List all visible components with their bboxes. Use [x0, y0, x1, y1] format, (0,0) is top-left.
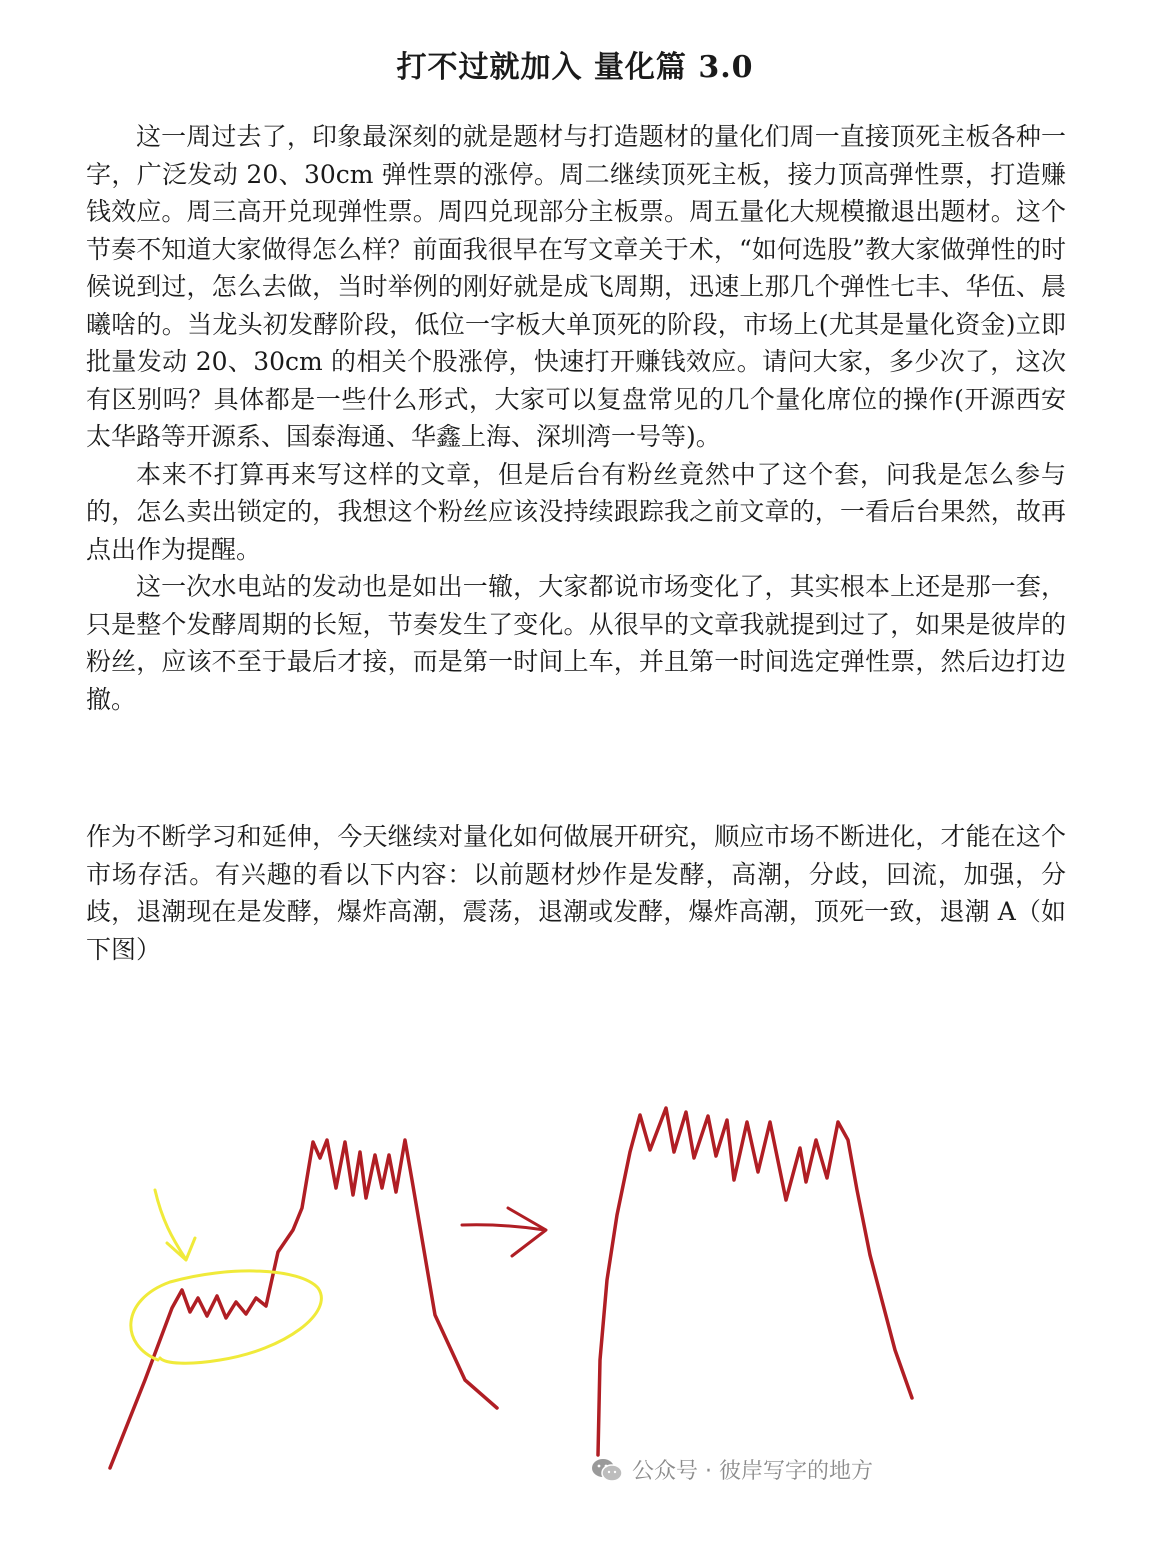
wechat-icon	[590, 1456, 624, 1484]
highlight-arrow-icon	[155, 1190, 195, 1260]
left-sketch-line	[110, 1140, 497, 1468]
article-body	[86, 118, 1066, 718]
paragraph-2: 本来不打算再来写这样的文章，但是后台有粉丝竟然中了这个套，问我是怎么参与的，怎么卖出锁定的，我想这个粉丝应该没持续跟踪我之前文章的，一看后台果然，故再点出作为提醒。	[86, 459, 1066, 564]
article-body-continued	[86, 818, 1066, 968]
right-sketch-line	[598, 1108, 912, 1455]
watermark-text: 公众号 · 彼岸写字的地方	[632, 1459, 873, 1484]
paragraph-3: 这一次水电站的发动也是如出一辙，大家都说市场变化了，其实根本上还是那一套，只是整个发酵周期的长短，节奏发生了变化。从很早的文章我就提到过了，如果是彼岸的粉丝，应该不至于最后才接，而是第一时间上车，并且第一时间选定弹性票，然后边打边撤。	[86, 572, 1066, 714]
paragraph-1: 这一周过去了，印象最深刻的就是题材与打造题材的量化们周一直接顶死主板各种一字，广泛发动 20、30cm 弹性票的涨停。周二继续顶死主板，接力顶高弹性票，打造赚钱效应。周三高开兑现弹性票。周四兑现部分主板票。周五量化大规模撤退出题材。这个节奏不知道大家做得怎么样？前面我很早在写文章关于术，“如何选股”教大家做弹性的时候说到过，怎么去做，当时举例的刚好就是成飞周期，迅速上那几个弹性七丰、华伍、晨曦啥的。当龙头初发酵阶段，低位一字板大单顶死的阶段，市场上(尤其是量化资金)立即批量发动 20、30cm 的相关个股涨停，快速打开赚钱效应。请问大家，多少次了，这次有区别吗？具体都是一些什么形式，大家可以复盘常见的几个量化席位的操作(开源西安太华路等开源系、国泰海通、华鑫上海、深圳湾一号等)。	[86, 122, 1066, 451]
watermark	[590, 1454, 873, 1485]
page-title: 打不过就加入 量化篇 3.0	[396, 50, 754, 85]
hand-drawn-sketch	[0, 1060, 1150, 1543]
arrow-right-icon	[462, 1208, 546, 1256]
paragraph-4: 作为不断学习和延伸，今天继续对量化如何做展开研究，顺应市场不断进化，才能在这个市场存活。有兴趣的看以下内容：以前题材炒作是发酵，高潮，分歧，回流，加强，分歧，退潮现在是发酵，爆炸高潮，震荡，退潮或发酵，爆炸高潮，顶死一致，退潮 A（如下图）	[86, 822, 1066, 964]
